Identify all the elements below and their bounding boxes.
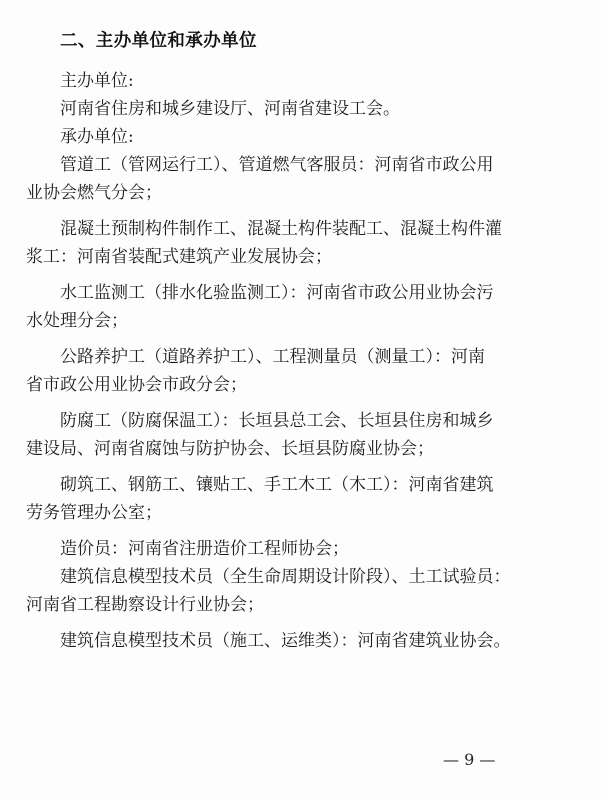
contractor-line: 建筑信息模型技术员（全生命周期设计阶段）、土工试验员： [60,567,511,587]
contractor-line: 业协会燃气分会； [26,183,162,203]
contractor-line: 建筑信息模型技术员（施工、运维类）：河南省建筑业协会。 [60,631,511,651]
contractor-line: 造价员：河南省注册造价工程师协会； [60,539,349,559]
contractor-line: 河南省工程勘察设计行业协会； [26,595,264,615]
contractor-line: 防腐工（防腐保温工）：长垣县总工会、长垣县住房和城乡 [60,411,494,431]
contractor-line: 省市政公用业协会市政分会； [26,375,247,395]
contractor-line: 劳务管理办公室； [26,503,162,523]
contractor-line: 管道工（管网运行工）、管道燃气客服员：河南省市政公用 [60,155,494,175]
organizers-names: 河南省住房和城乡建设厅、河南省建设工会。 [60,99,400,119]
contractor-line: 水工监测工（排水化验监测工）：河南省市政公用业协会污 [60,283,494,303]
contractor-line: 混凝土预制构件制作工、混凝土构件装配工、混凝土构件灌 [60,219,502,239]
contractor-line: 公路养护工（道路养护工）、工程测量员（测量工）：河南 [60,347,485,367]
page-number: — 9 — [443,750,496,769]
contractor-line: 水处理分会； [26,311,128,331]
contractor-line: 浆工：河南省装配式建筑产业发展协会； [26,247,332,267]
contractor-line: 建设局、河南省腐蚀与防护协会、长垣县防腐业协会； [26,439,434,459]
organizers-label: 主办单位: [60,71,134,91]
section-heading: 二、主办单位和承办单位 [60,31,257,51]
contractor-line: 砌筑工、钢筋工、镶贴工、手工木工（木工）：河南省建筑 [60,475,494,495]
contractors-label: 承办单位: [60,127,134,147]
